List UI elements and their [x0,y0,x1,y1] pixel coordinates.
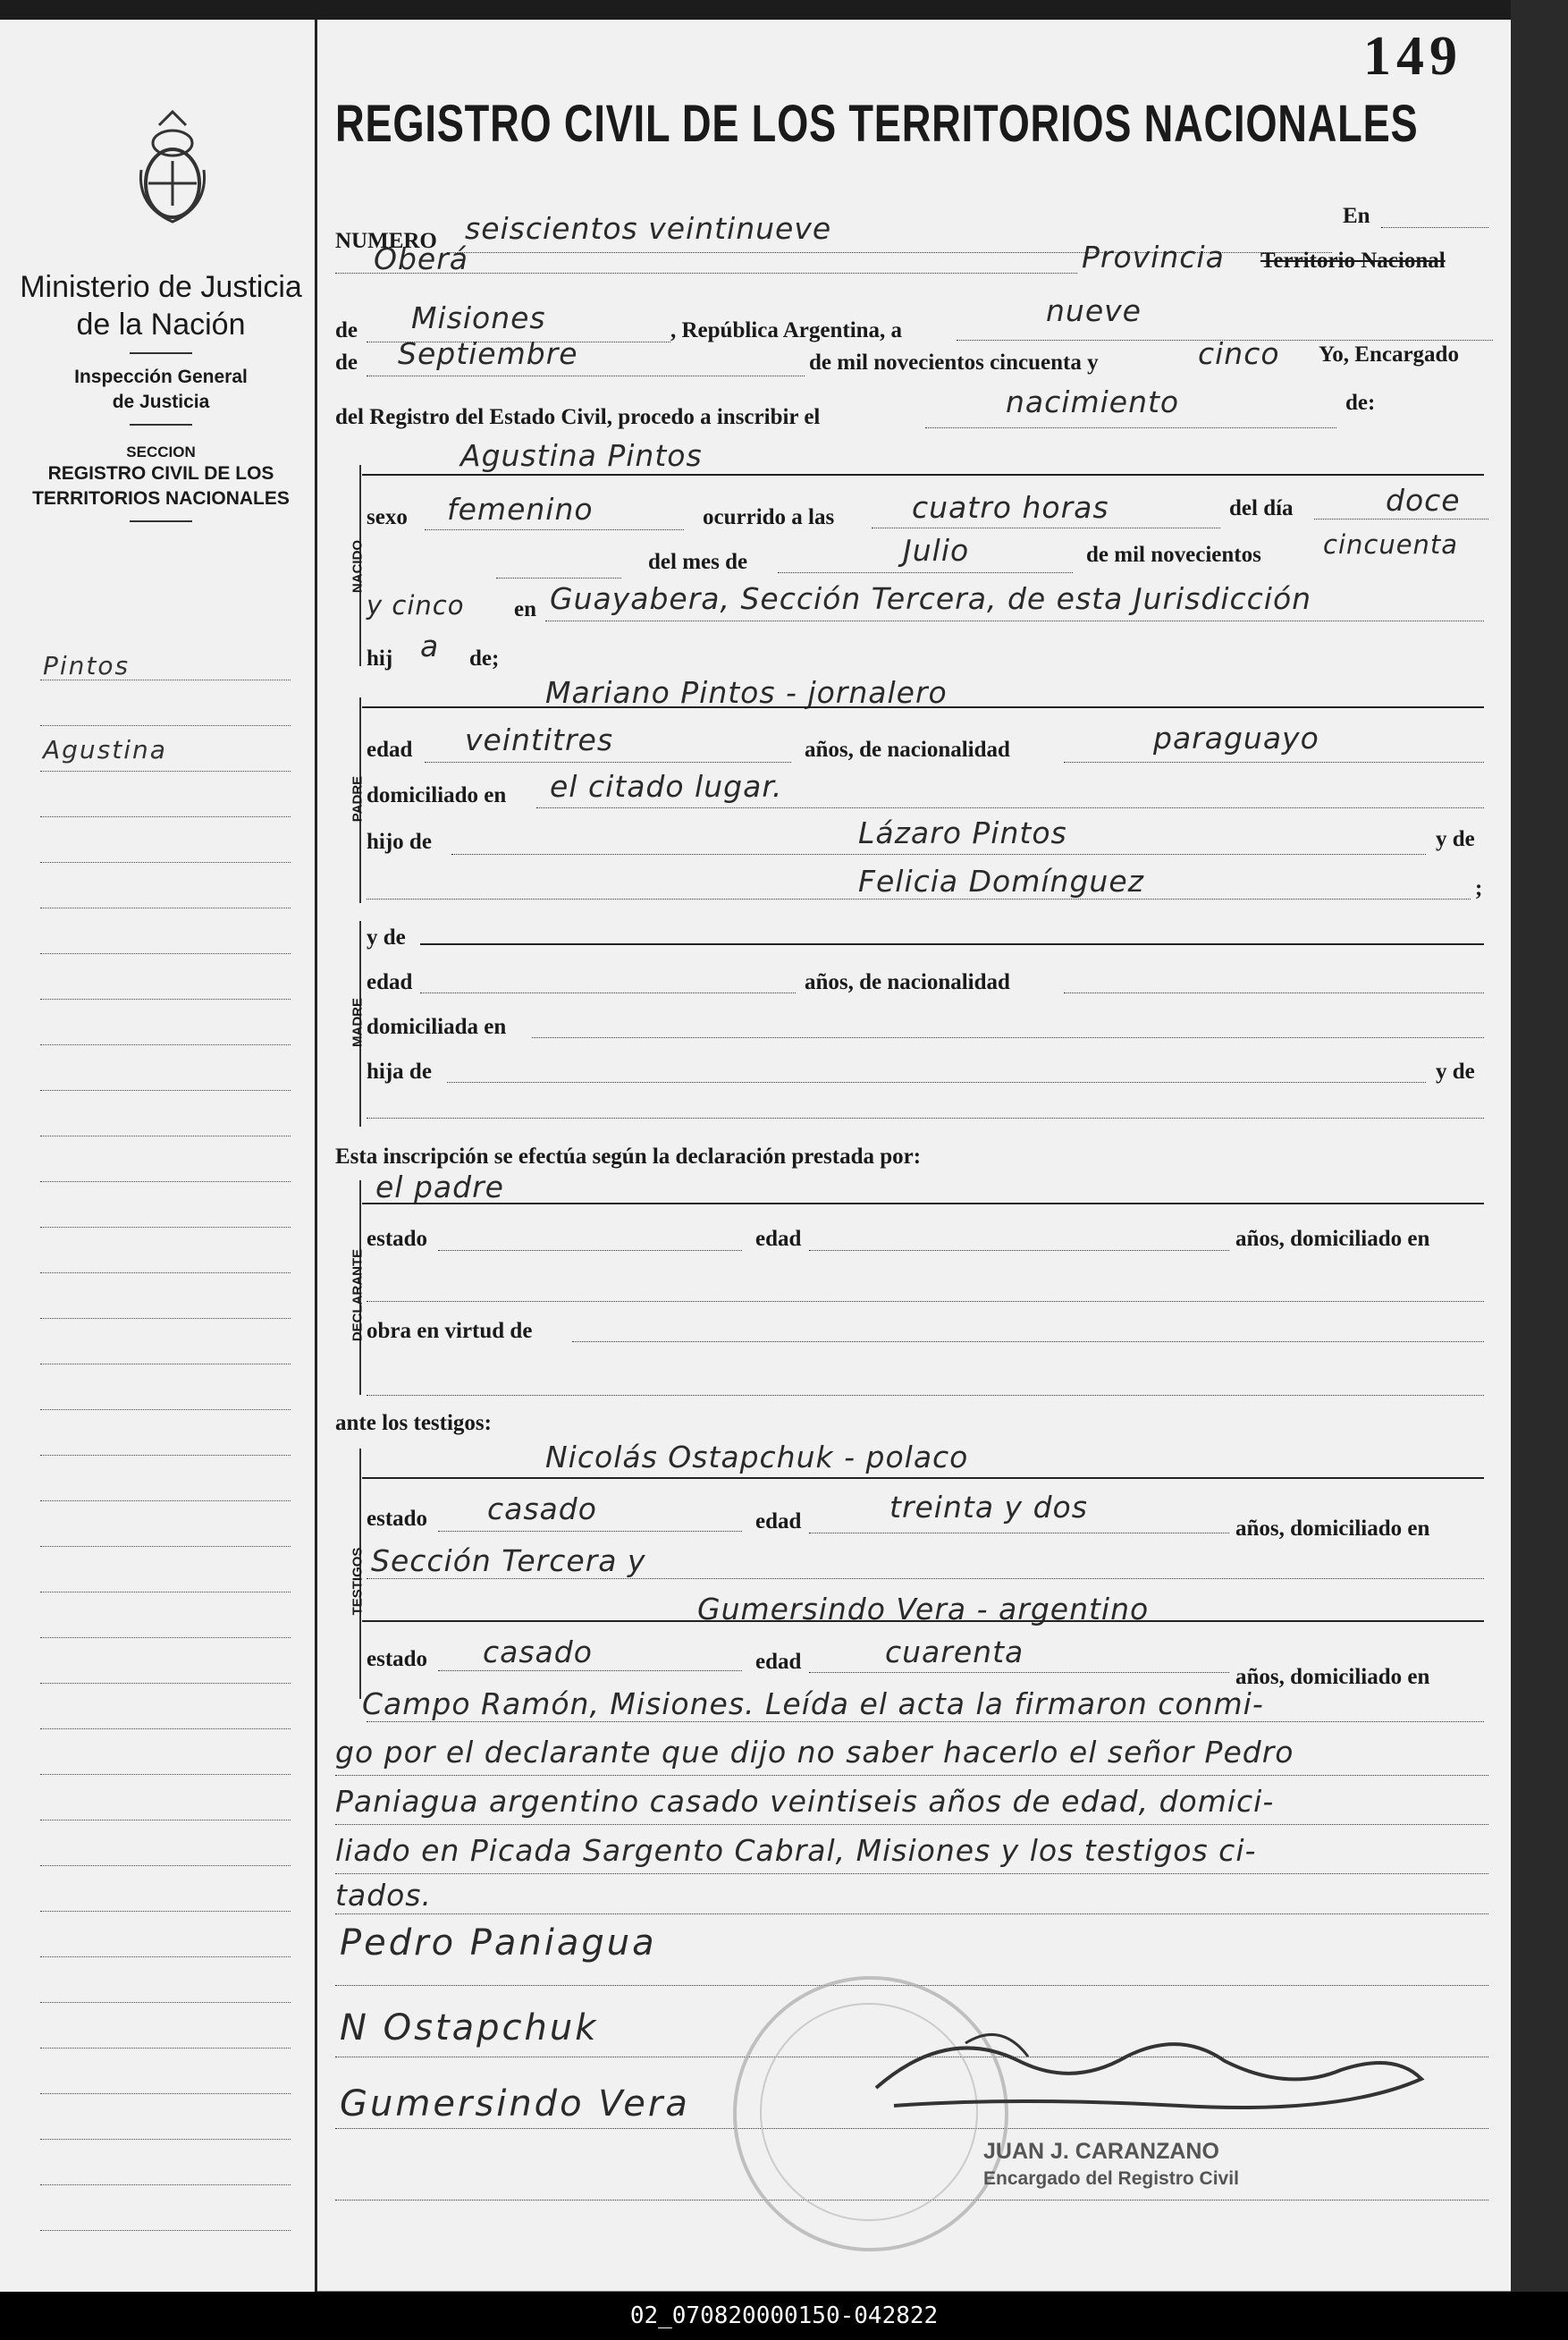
sidebar-ruled-line [40,1455,291,1456]
padre-domicilio: el citado lugar. [550,769,783,804]
name-line [362,474,1484,476]
sidebar-ruled-line [40,1500,291,1501]
yde-label: y de [1436,827,1475,851]
sidebar-ruled-line [40,2230,291,2231]
mes-value: Julio [903,533,970,568]
estado-label: estado [367,1647,428,1671]
sidebar-ruled-line [40,1090,291,1091]
sidebar-ruled-line [40,2093,291,2094]
sidebar-ruled-line [40,1683,291,1684]
de-label: de [335,318,358,342]
dotted-line [367,1395,1484,1396]
edad-label: edad [367,738,413,762]
domicilio-label: domiciliada en [367,1015,507,1039]
sidebar-ruled-line [40,816,291,817]
name-line [362,1203,1484,1204]
section-line2: TERRITORIOS NACIONALES [32,488,290,509]
dotted-line [367,1721,1484,1722]
en-label: en [514,597,536,621]
dotted-line [425,529,684,530]
ministry-line1: Ministerio de Justicia [20,270,302,304]
divider [130,352,192,354]
lugar-value: Guayabera, Sección Tercera, de esta Jurisdicción [550,581,1312,616]
padre-name: Mariano Pintos - jornalero [545,675,948,710]
signature-2: N Ostapchuk [340,2007,599,2049]
sidebar-ruled-line [40,725,291,726]
obra-label: obra en virtud de [367,1319,533,1343]
sidebar-ruled-line [40,2184,291,2185]
anos-label: años, de nacionalidad [805,970,1010,994]
anos-label: años, de nacionalidad [805,738,1010,762]
testigo1-domicilio: Sección Tercera y [371,1543,646,1578]
sidebar-ruled-line [40,1272,291,1273]
ministry-line2: de la Nación [76,308,246,342]
domicilio-label: domiciliado en [367,783,507,807]
day-value: nueve [1046,293,1142,328]
dotted-line [335,273,1077,274]
sidebar-ruled-line [40,1181,291,1182]
sidebar-ruled-line [40,862,291,863]
hija-label: hija de [367,1060,432,1084]
dotted-line [778,572,1073,573]
padre-edad: veintitres [465,722,614,757]
testigo2-estado: casado [483,1635,593,1669]
edad-label: edad [755,1227,802,1251]
hij-value: a [420,629,440,663]
sidebar-ruled-line [40,1546,291,1547]
en-label: En [1343,204,1370,228]
dotted-line [367,1118,1484,1119]
image-id-footer: 02_070820000150-042822 [0,2292,1568,2340]
dotted-line [367,899,1471,900]
dia-value: doce [1386,483,1461,518]
scan-top-border [0,0,1568,20]
anos-label: años, domiciliado en [1235,1227,1430,1251]
inspection-line2: de Justicia [112,392,210,412]
name-line [362,1477,1484,1479]
month-value: Septiembre [398,336,578,371]
declarante-name: el padre [375,1170,504,1204]
divider [130,424,192,426]
dotted-line [425,762,791,763]
testigo2-edad: cuarenta [885,1635,1024,1669]
dotted-line [335,1913,1488,1914]
ministry-heading [18,268,304,531]
semicolon: ; [1475,876,1483,900]
testigo1-name: Nicolás Ostapchuk - polaco [545,1440,969,1474]
dotted-line [1064,762,1484,763]
dotted-line [572,1341,1484,1342]
dotted-line [809,1250,1229,1251]
hij-label: hij [367,646,393,671]
sidebar-given-name: Agustina [43,735,167,765]
sidebar-ruled-line [40,1227,291,1228]
dotted-line [335,1873,1488,1874]
edad-label: edad [367,970,413,994]
sidebar-ruled-line [40,771,291,772]
dotted-line [532,1037,1484,1038]
ocurrido-label: ocurrido a las [703,505,835,529]
encargado-label: Yo, Encargado [1319,342,1459,367]
name-line [420,943,1484,945]
dotted-line [925,427,1336,428]
anio-value2: y cinco [367,590,465,621]
dotted-line [809,1672,1229,1673]
section-label: SECCION [126,444,196,460]
estado-label: estado [367,1227,428,1251]
testigo2-name: Gumersindo Vera - argentino [697,1592,1150,1626]
signature-1: Pedro Paniagua [340,1922,657,1964]
inspection-line1: Inspección General [74,367,248,387]
testigo1-edad: treinta y dos [889,1490,1088,1525]
sidebar-ruled-line [40,2139,291,2140]
dotted-line [335,1824,1488,1825]
provincia-value: Provincia [1082,240,1225,275]
province-value: Misiones [411,300,546,335]
year-value: cinco [1198,336,1280,371]
sidebar-ruled-line [40,999,291,1000]
declarante-intro: Esta inscripción se efectúa según la declaración prestada por: [335,1145,922,1169]
official-signature-icon [840,2007,1439,2124]
dotted-line [1314,519,1488,520]
sidebar-ruled-line [40,1044,291,1045]
page-number: 149 [1363,26,1463,87]
registro-label: del Registro del Estado Civil, procedo a inscribir el [335,405,821,429]
dotted-line [438,1250,742,1251]
coat-of-arms-icon [132,107,213,232]
declarante-section-label: DECLARANTE [350,1248,366,1342]
dotted-line [438,1531,742,1532]
note-line-4: tados. [335,1878,432,1913]
estado-label: estado [367,1507,428,1531]
sidebar-ruled-line [40,953,291,954]
dotted-line [367,1578,1484,1579]
de-label: de; [469,646,500,671]
yde2-label: y de [1436,1060,1475,1084]
testigos-intro: ante los testigos: [335,1411,492,1435]
testigos-section-label: TESTIGOS [350,1547,366,1616]
dotted-line [335,1775,1488,1776]
padre-nacionalidad: paraguayo [1153,721,1319,756]
territorio-label: Territorio Nacional [1260,249,1446,273]
document-title: REGISTRO CIVIL DE LOS TERRITORIOS NACIONALES [335,95,1419,153]
anio-value: cincuenta [1323,529,1459,560]
section-line1: REGISTRO CIVIL DE LOS [47,463,274,484]
nacido-name: Agustina Pintos [460,438,703,473]
note-line-2: Paniagua argentino casado veintiseis años de edad, domici- [335,1784,1275,1819]
sidebar-ruled-line [40,1865,291,1866]
sidebar-ruled-line [40,2048,291,2049]
signature-3: Gumersindo Vera [340,2083,690,2125]
hora-value: cuatro horas [912,490,1109,525]
divider [130,520,192,522]
dotted-line [496,578,621,579]
sidebar-ruled-line [40,1318,291,1319]
de2-label: de [335,351,358,375]
act-value: nacimiento [1006,384,1180,419]
note-line-3: liado en Picada Sargento Cabral, Misiones y los testigos ci- [335,1833,1257,1868]
anos-label: años, domiciliado en [1235,1516,1430,1541]
yde-label: y de [367,925,406,950]
year-label: de mil novecientos cincuenta y [809,351,1099,375]
sidebar-ruled-line [40,2002,291,2003]
mil-label: de mil novecientos [1086,543,1261,567]
dotted-line [438,1670,742,1671]
dotted-line [536,807,1484,808]
madre-section-label: MADRE [350,998,366,1047]
mes-label: del mes de [648,550,748,574]
sexo-value: femenino [447,492,594,527]
official-role: Encargado del Registro Civil [983,2168,1239,2189]
place-value: Oberá [374,241,469,276]
republica-label: , República Argentina, a [670,318,903,342]
numero-value: seiscientos veintinueve [465,211,832,246]
del-dia-label: del día [1229,496,1294,520]
hijo-label: hijo de [367,830,432,854]
dotted-line [367,1301,1484,1302]
edad-label: edad [755,1650,802,1674]
sidebar-ruled-line [40,1409,291,1410]
anos-label: años, domiciliado en [1235,1665,1430,1689]
nacido-section-label: NACIDO [350,539,366,594]
name-line [362,706,1484,708]
scan-right-border [1511,0,1568,2340]
padre-section-label: PADRE [350,775,366,823]
edad-label: edad [755,1509,802,1533]
sexo-label: sexo [367,505,408,529]
sidebar-ruled-line [40,1637,291,1638]
name-line [362,1620,1484,1622]
dotted-line [447,1082,1426,1083]
sidebar-ruled-line [40,1911,291,1912]
official-name: JUAN J. CARANZANO [983,2139,1219,2164]
note-line-1: go por el declarante que dijo no saber hacerlo el señor Pedro [335,1735,1294,1770]
testigo1-estado: casado [487,1491,597,1526]
dotted-line [1381,227,1488,228]
sidebar-ruled-line [40,1774,291,1775]
testigo2-domicilio: Campo Ramón, Misiones. Leída el acta la firmaron conmi- [362,1686,1264,1721]
numero-label: NUMERO [335,229,437,253]
padre-padre: Lázaro Pintos [858,815,1067,850]
dotted-line [451,854,1426,855]
sidebar-ruled-line [40,1728,291,1729]
sidebar-ruled-line [40,1956,291,1957]
sidebar-surname: Pintos [43,651,131,680]
de3-label: de: [1345,391,1376,415]
padre-madre: Felicia Domínguez [858,864,1144,899]
